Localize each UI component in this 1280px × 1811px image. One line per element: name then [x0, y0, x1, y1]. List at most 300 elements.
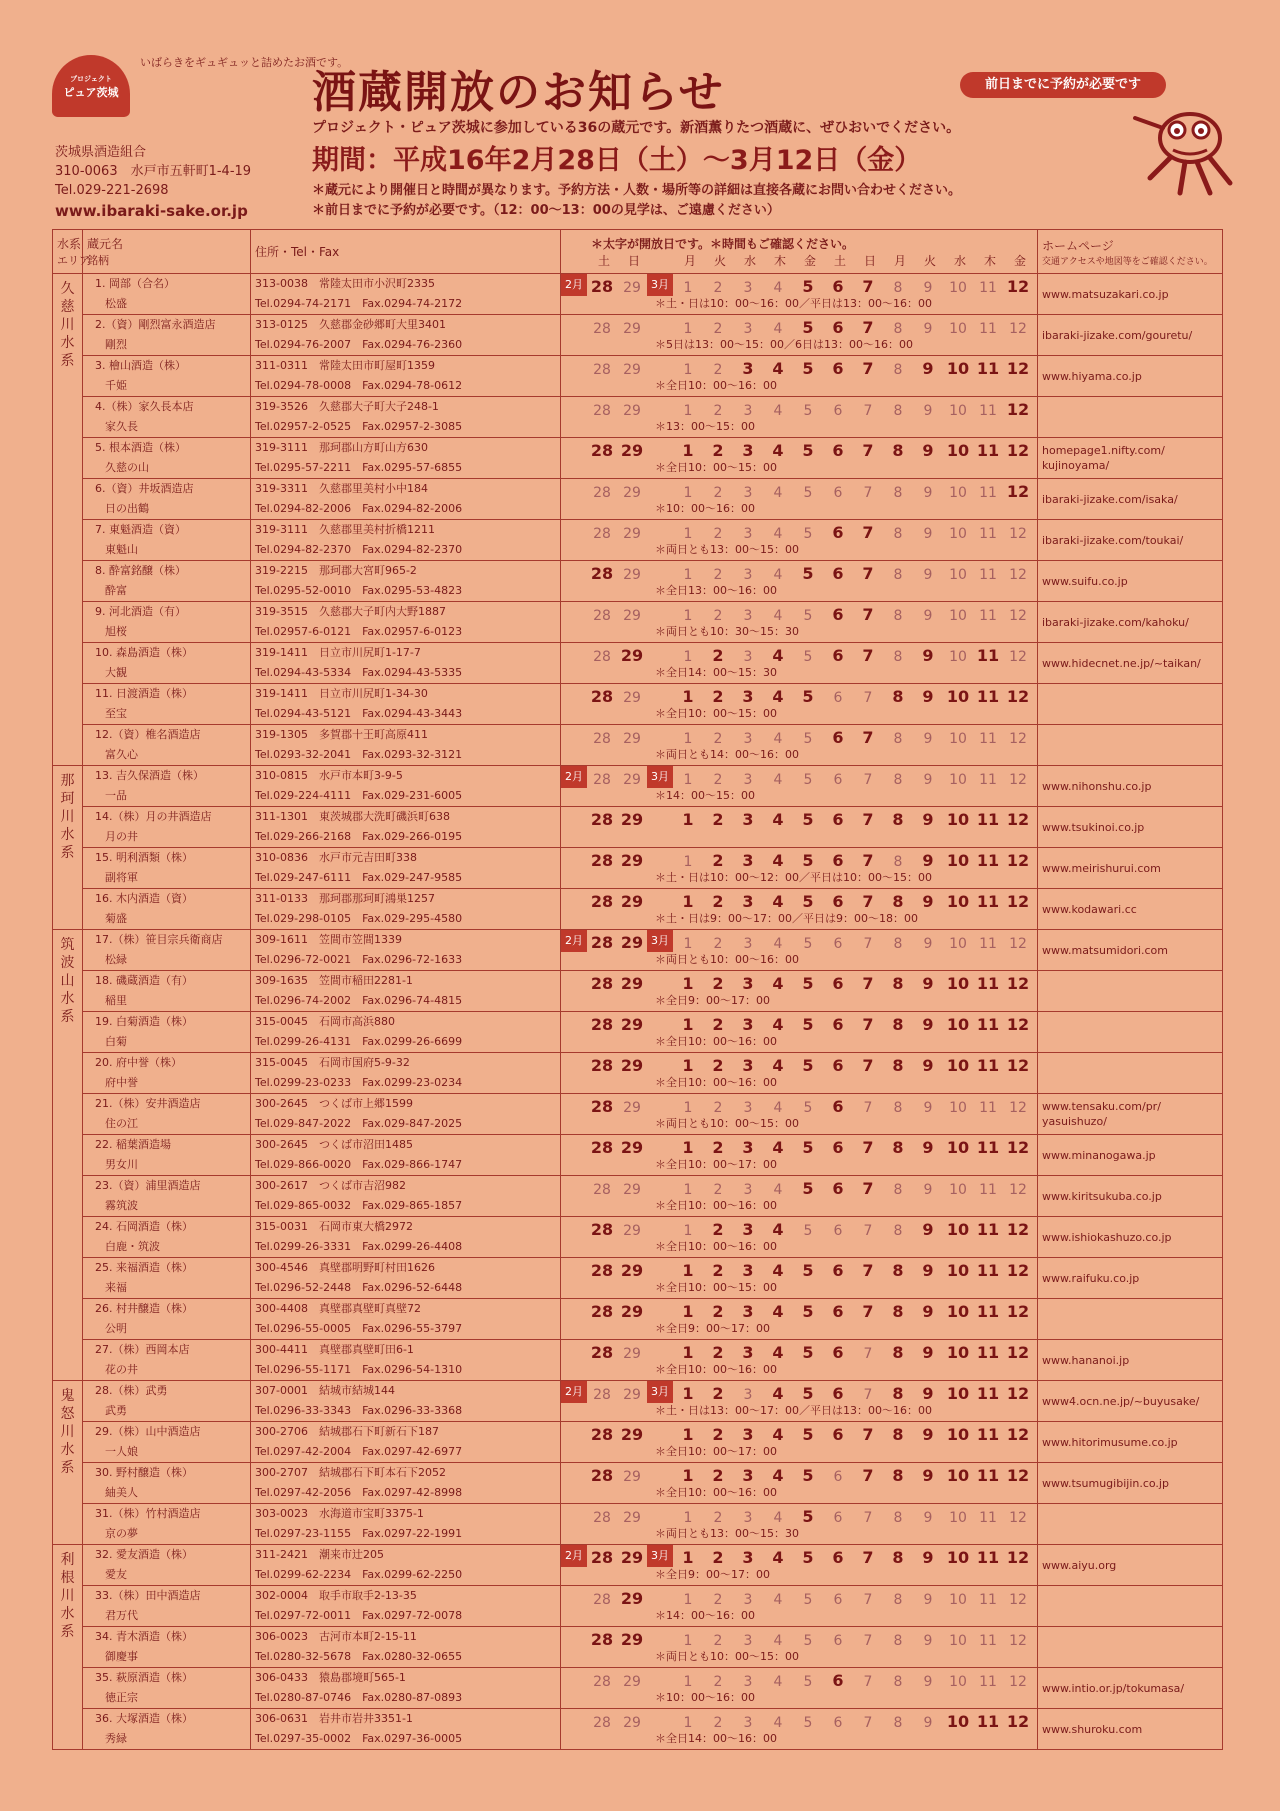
tel-fax: Tel.0297-42-2004 Fax.0297-42-6977 [255, 1445, 463, 1458]
schedule-cell [561, 930, 1038, 971]
closed-day: 28 [593, 526, 611, 542]
open-day: 5 [802, 1425, 814, 1444]
closed-day: 4 [773, 1182, 783, 1198]
closed-day: 7 [863, 1100, 873, 1116]
homepage-link[interactable]: ibaraki-jizake.com/isaka/ [1042, 492, 1178, 506]
address-cell [251, 356, 561, 397]
open-day: 1 [682, 1138, 694, 1157]
open-day: 10 [946, 1261, 970, 1280]
closed-day: 8 [893, 526, 903, 542]
closed-day: 11 [979, 567, 997, 583]
open-day: 8 [892, 1343, 904, 1362]
weekday-label: 火 [713, 253, 726, 268]
tel-fax: Tel.0297-72-0011 Fax.0297-72-0078 [255, 1609, 463, 1622]
tel-fax: Tel.0299-26-4131 Fax.0299-26-6699 [255, 1035, 463, 1048]
address-cell [251, 315, 561, 356]
open-day: 6 [832, 277, 844, 296]
open-day: 7 [862, 564, 874, 583]
open-day: 6 [832, 851, 844, 870]
table-row [53, 1217, 1223, 1258]
open-day: 11 [976, 1138, 1000, 1157]
open-day: 9 [922, 359, 934, 378]
open-day: 6 [832, 523, 844, 542]
open-hours: ＊全日10：00～16：00 [655, 1363, 777, 1376]
open-day: 2 [712, 1425, 724, 1444]
brewer-name: 21.（株）安井酒造店 [95, 1097, 201, 1110]
month-label-feb: 2月 [561, 274, 587, 296]
brewer-cell [83, 1094, 251, 1135]
closed-day: 1 [683, 567, 693, 583]
homepage-cell [1038, 643, 1223, 684]
open-day: 5 [802, 1466, 814, 1485]
region-name: 筑波山水系 [60, 937, 75, 1025]
open-day: 9 [922, 1425, 934, 1444]
brand-name: 家久長 [105, 420, 138, 433]
month-label-mar: 3月 [647, 766, 673, 788]
open-day: 12 [1006, 1425, 1030, 1444]
homepage-link[interactable]: www.tensaku.com/pr/ [1042, 1100, 1161, 1113]
closed-day: 4 [773, 1100, 783, 1116]
closed-day: 9 [923, 1592, 933, 1608]
open-day: 10 [946, 1384, 970, 1403]
homepage-link[interactable]: www.tsukinoi.co.jp [1042, 820, 1145, 834]
closed-day: 11 [979, 485, 997, 501]
closed-day: 10 [949, 936, 967, 952]
address-cell [251, 971, 561, 1012]
open-hours: ＊5日は13：00～15：00／6日は13：00～16：00 [655, 338, 913, 351]
schedule-cell [561, 848, 1038, 889]
closed-day: 12 [1009, 1182, 1027, 1198]
closed-day: 2 [713, 1715, 723, 1731]
open-day: 28 [590, 1630, 614, 1649]
closed-day: 1 [683, 1592, 693, 1608]
open-day: 2 [712, 1384, 724, 1403]
table-row [53, 561, 1223, 602]
open-day: 1 [682, 1466, 694, 1485]
address: 306-0631 岩井市岩井3351-1 [255, 1712, 413, 1725]
open-day: 29 [620, 1630, 644, 1649]
homepage-link[interactable]: www4.ocn.ne.jp/~buyusake/ [1042, 1394, 1200, 1408]
open-day: 10 [946, 441, 970, 460]
open-day: 7 [862, 277, 874, 296]
homepage-cell [1038, 1053, 1223, 1094]
address-cell [251, 1381, 561, 1422]
region-cell [53, 274, 83, 766]
closed-day: 7 [863, 772, 873, 788]
open-hours: ＊全日10：00～16：00 [655, 1035, 777, 1048]
open-day: 29 [620, 1548, 644, 1567]
homepage-cell [1038, 1463, 1223, 1504]
brewer-name: 34. 青木酒造（株） [95, 1630, 193, 1643]
schedule-cell [561, 1381, 1038, 1422]
open-day: 7 [862, 851, 874, 870]
address-cell [251, 1299, 561, 1340]
open-day: 10 [946, 1220, 970, 1239]
weekday-label: 土 [833, 253, 846, 268]
brand-name: 君万代 [105, 1609, 138, 1622]
open-day: 29 [620, 851, 644, 870]
brewer-cell [83, 1340, 251, 1381]
tel-fax: Tel.029-247-6111 Fax.029-247-9585 [255, 871, 463, 884]
homepage-cell [1038, 1176, 1223, 1217]
schedule-cell [561, 643, 1038, 684]
tel-fax: Tel.0294-74-2171 Fax.0294-74-2172 [255, 297, 463, 310]
region-cell [53, 1381, 83, 1545]
homepage-link[interactable]: ibaraki-jizake.com/toukai/ [1042, 533, 1184, 547]
open-day: 28 [590, 1138, 614, 1157]
homepage-link[interactable]: homepage1.nifty.com/ [1042, 444, 1165, 457]
closed-day: 8 [893, 1223, 903, 1239]
open-day: 12 [1006, 1220, 1030, 1239]
homepage-link[interactable]: www.ishiokashuzo.co.jp [1042, 1230, 1172, 1244]
homepage-link[interactable]: www.nihonshu.co.jp [1042, 779, 1152, 793]
homepage-link[interactable]: kujinoyama/ [1042, 459, 1110, 472]
closed-day: 3 [743, 608, 753, 624]
open-day: 28 [590, 277, 614, 296]
open-day: 7 [862, 974, 874, 993]
weekday-label: 金 [1013, 253, 1026, 268]
open-day: 10 [946, 1425, 970, 1444]
closed-day: 6 [833, 485, 843, 501]
closed-day: 7 [863, 690, 873, 706]
brewer-cell [83, 643, 251, 684]
open-day: 11 [976, 1261, 1000, 1280]
address: 311-2421 潮来市辻205 [255, 1548, 384, 1561]
weekday-label: 日 [863, 253, 876, 268]
tel-fax: Tel.02957-2-0525 Fax.02957-2-3085 [255, 420, 463, 433]
open-day: 2 [712, 851, 724, 870]
open-day: 8 [892, 1138, 904, 1157]
closed-day: 2 [713, 772, 723, 788]
homepage-link[interactable]: www.hitorimusume.co.jp [1042, 1435, 1178, 1449]
brand-name: 千姫 [105, 379, 127, 392]
brewer-cell [83, 1422, 251, 1463]
tel-fax: Tel.029-847-2022 Fax.029-847-2025 [255, 1117, 463, 1130]
weekday-label: 水 [743, 253, 756, 268]
closed-day: 5 [803, 403, 813, 419]
closed-day: 11 [979, 731, 997, 747]
homepage-link[interactable]: www.hananoi.jp [1042, 1353, 1130, 1367]
open-day: 10 [946, 1466, 970, 1485]
homepage-link[interactable]: www.tsumugibijin.co.jp [1042, 1476, 1169, 1490]
closed-day: 9 [923, 280, 933, 296]
open-day: 9 [922, 687, 934, 706]
open-day: 3 [742, 892, 754, 911]
frog-mascot-icon [1115, 98, 1245, 198]
open-day: 8 [892, 1384, 904, 1403]
open-day: 3 [742, 1015, 754, 1034]
homepage-link[interactable]: www.minanogawa.jp [1042, 1148, 1156, 1162]
closed-day: 8 [893, 321, 903, 337]
homepage-link[interactable]: www.matsumidori.com [1042, 943, 1169, 957]
schedule-cell [561, 479, 1038, 520]
homepage-link[interactable]: www.hiyama.co.jp [1042, 369, 1142, 383]
open-hours: ＊全日10：00～16：00 [655, 379, 777, 392]
open-day: 4 [772, 1056, 784, 1075]
open-day: 8 [892, 974, 904, 993]
closed-day: 12 [1009, 1100, 1027, 1116]
homepage-link[interactable]: ibaraki-jizake.com/kahoku/ [1042, 615, 1189, 629]
weekday-label: 金 [803, 253, 816, 268]
open-day: 6 [832, 1056, 844, 1075]
closed-day: 29 [623, 1223, 641, 1239]
homepage-link[interactable]: www.raifuku.co.jp [1042, 1271, 1140, 1285]
open-day: 6 [832, 1015, 844, 1034]
address: 319-2215 那珂郡大宮町965-2 [255, 564, 417, 577]
open-day: 5 [802, 1179, 814, 1198]
org-url[interactable]: www.ibaraki-sake.or.jp [55, 202, 248, 220]
brewer-cell [83, 1463, 251, 1504]
address: 319-1411 日立市川尻町1-34-30 [255, 687, 428, 700]
homepage-cell [1038, 1135, 1223, 1176]
address-cell [251, 1545, 561, 1586]
open-day: 29 [620, 1589, 644, 1608]
schedule-cell [561, 1012, 1038, 1053]
closed-day: 28 [593, 1674, 611, 1690]
closed-day: 10 [949, 649, 967, 665]
closed-day: 9 [923, 772, 933, 788]
brewer-cell [83, 807, 251, 848]
closed-day: 2 [713, 1633, 723, 1649]
open-hours: ＊全日10：00～15：00 [655, 1281, 777, 1294]
open-hours: ＊全日13：00～16：00 [655, 584, 777, 597]
tel-fax: Tel.0299-62-2234 Fax.0299-62-2250 [255, 1568, 463, 1581]
closed-day: 9 [923, 608, 933, 624]
homepage-cell [1038, 1668, 1223, 1709]
closed-day: 7 [863, 1715, 873, 1731]
brewer-cell [83, 1053, 251, 1094]
open-day: 4 [772, 1343, 784, 1362]
tel-fax: Tel.0293-32-2041 Fax.0293-32-3121 [255, 748, 463, 761]
address-cell [251, 1504, 561, 1545]
open-day: 12 [1006, 687, 1030, 706]
address-cell [251, 1586, 561, 1627]
open-day: 11 [976, 1302, 1000, 1321]
open-hours: ＊全日14：00～16：00 [655, 1732, 777, 1745]
closed-day: 2 [713, 936, 723, 952]
homepage-link[interactable]: www.shuroku.com [1042, 1722, 1143, 1736]
open-day: 6 [832, 564, 844, 583]
open-day: 6 [832, 1343, 844, 1362]
homepage-link[interactable]: yasuishuzo/ [1042, 1115, 1107, 1128]
open-day: 5 [802, 1302, 814, 1321]
closed-day: 3 [743, 1633, 753, 1649]
table-row [53, 1258, 1223, 1299]
open-hours: ＊全日10：00～16：00 [655, 1199, 777, 1212]
open-day: 2 [712, 1056, 724, 1075]
schedule-cell [561, 1545, 1038, 1586]
address: 319-3515 久慈郡大子町内大野1887 [255, 605, 446, 618]
open-day: 2 [712, 892, 724, 911]
open-day: 28 [590, 1343, 614, 1362]
brand-name: 大観 [105, 666, 127, 679]
address: 311-0311 常陸太田市町屋町1359 [255, 359, 435, 372]
brewer-cell [83, 930, 251, 971]
closed-day: 11 [979, 1100, 997, 1116]
homepage-link[interactable]: www.hidecnet.ne.jp/~taikan/ [1042, 656, 1201, 670]
closed-day: 5 [803, 1100, 813, 1116]
open-day: 5 [802, 1507, 814, 1526]
closed-day: 6 [833, 1715, 843, 1731]
open-day: 5 [802, 359, 814, 378]
homepage-link[interactable]: www.aiyu.org [1042, 1558, 1117, 1572]
weekday-label: 月 [683, 253, 696, 268]
table-row [53, 1627, 1223, 1668]
brand-name: 副将軍 [105, 871, 138, 884]
closed-day: 10 [949, 1633, 967, 1649]
open-day: 7 [862, 892, 874, 911]
address-cell [251, 1627, 561, 1668]
open-day: 7 [862, 359, 874, 378]
closed-day: 2 [713, 1100, 723, 1116]
closed-day: 11 [979, 526, 997, 542]
region-cell [53, 1545, 83, 1750]
open-hours: ＊全日9：00～17：00 [655, 994, 770, 1007]
open-day: 6 [832, 810, 844, 829]
closed-day: 11 [979, 772, 997, 788]
brewer-cell [83, 971, 251, 1012]
brewer-name: 18. 磯蔵酒造（有） [95, 974, 193, 987]
closed-day: 2 [713, 1674, 723, 1690]
open-day: 6 [832, 974, 844, 993]
open-day: 29 [620, 974, 644, 993]
open-day: 12 [1006, 1466, 1030, 1485]
open-day: 29 [620, 1261, 644, 1280]
homepage-cell [1038, 1709, 1223, 1750]
open-day: 8 [892, 1548, 904, 1567]
open-day: 3 [742, 359, 754, 378]
open-day: 8 [892, 1056, 904, 1075]
brewer-cell [83, 1299, 251, 1340]
closed-day: 5 [803, 731, 813, 747]
open-day: 4 [772, 1425, 784, 1444]
closed-day: 6 [833, 1592, 843, 1608]
open-day: 8 [892, 441, 904, 460]
closed-day: 3 [743, 731, 753, 747]
org-tel: Tel.029-221-2698 [55, 183, 169, 198]
open-hours: ＊両日とも14：00～16：00 [655, 748, 799, 761]
tel-fax: Tel.0294-76-2007 Fax.0294-76-2360 [255, 338, 463, 351]
brewer-cell [83, 1668, 251, 1709]
homepage-link[interactable]: www.matsuzakari.co.jp [1042, 287, 1169, 301]
homepage-cell [1038, 561, 1223, 602]
closed-day: 28 [593, 403, 611, 419]
homepage-link[interactable]: www.suifu.co.jp [1042, 574, 1128, 588]
homepage-cell [1038, 1094, 1223, 1135]
month-label-feb: 2月 [561, 1545, 587, 1567]
homepage-link[interactable]: www.kodawari.cc [1042, 902, 1137, 916]
closed-day: 10 [949, 608, 967, 624]
closed-day: 9 [923, 1674, 933, 1690]
table-row [53, 1012, 1223, 1053]
homepage-cell [1038, 1504, 1223, 1545]
open-day: 12 [1006, 482, 1030, 501]
open-day: 2 [712, 1302, 724, 1321]
address-cell [251, 848, 561, 889]
closed-day: 7 [863, 1387, 873, 1403]
closed-day: 7 [863, 485, 873, 501]
open-day: 28 [590, 1261, 614, 1280]
closed-day: 2 [713, 731, 723, 747]
address: 307-0001 結城市結城144 [255, 1384, 395, 1397]
open-day: 4 [772, 646, 784, 665]
open-day: 28 [590, 564, 614, 583]
homepage-link[interactable]: ibaraki-jizake.com/gouretu/ [1042, 328, 1193, 342]
open-day: 29 [620, 1056, 644, 1075]
brewer-name: 29.（株）山中酒造店 [95, 1425, 201, 1438]
open-day: 11 [976, 1015, 1000, 1034]
closed-day: 28 [593, 1715, 611, 1731]
closed-day: 10 [949, 567, 967, 583]
brand-name: 酔富 [105, 584, 127, 597]
closed-day: 2 [713, 362, 723, 378]
table-row [53, 643, 1223, 684]
brewer-cell [83, 1627, 251, 1668]
closed-day: 10 [949, 485, 967, 501]
closed-day: 3 [743, 1387, 753, 1403]
open-day: 4 [772, 1548, 784, 1567]
open-day: 9 [922, 892, 934, 911]
brewer-name: 36. 大塚酒造（株） [95, 1712, 193, 1725]
schedule-cell [561, 1258, 1038, 1299]
closed-day: 7 [863, 1674, 873, 1690]
open-day: 9 [922, 1138, 934, 1157]
open-day: 2 [712, 974, 724, 993]
open-day: 11 [976, 687, 1000, 706]
weekday-label: 木 [983, 253, 996, 268]
tel-fax: Tel.02957-6-0121 Fax.02957-6-0123 [255, 625, 463, 638]
tel-fax: Tel.029-266-2168 Fax.029-266-0195 [255, 830, 463, 843]
address-cell [251, 1422, 561, 1463]
closed-day: 10 [949, 731, 967, 747]
open-day: 7 [862, 1179, 874, 1198]
open-day: 1 [682, 974, 694, 993]
brewery-schedule-table [52, 229, 1223, 1750]
address: 300-2706 結城郡石下町新石下187 [255, 1425, 439, 1438]
brewer-cell [83, 725, 251, 766]
open-hours: ＊両日とも13：00～15：00 [655, 543, 799, 556]
month-label-feb: 2月 [561, 1381, 587, 1403]
closed-day: 28 [593, 1510, 611, 1526]
open-day: 5 [802, 1261, 814, 1280]
tel-fax: Tel.0295-57-2211 Fax.0295-57-6855 [255, 461, 463, 474]
brewer-name: 33.（株）田中酒造店 [95, 1589, 201, 1602]
closed-day: 3 [743, 1100, 753, 1116]
address: 300-4408 真壁郡真壁町真壁72 [255, 1302, 421, 1315]
closed-day: 29 [623, 1182, 641, 1198]
closed-day: 11 [979, 1510, 997, 1526]
table-row [53, 1135, 1223, 1176]
table-row [53, 1586, 1223, 1627]
org-address: 310-0063 水戸市五軒町1-4-19 [55, 164, 252, 179]
closed-day: 3 [743, 280, 753, 296]
schedule-cell [561, 725, 1038, 766]
address: 300-4411 真壁郡真壁町田6-1 [255, 1343, 414, 1356]
closed-day: 28 [593, 485, 611, 501]
closed-day: 7 [863, 1346, 873, 1362]
homepage-link[interactable]: www.meirishurui.com [1042, 861, 1161, 875]
closed-day: 29 [623, 321, 641, 337]
brand-name: 東魁山 [105, 543, 138, 556]
brewer-cell [83, 1545, 251, 1586]
homepage-link[interactable]: www.kiritsukuba.co.jp [1042, 1189, 1162, 1203]
open-day: 5 [802, 892, 814, 911]
homepage-link[interactable]: www.intio.or.jp/tokumasa/ [1042, 1681, 1185, 1695]
closed-day: 28 [593, 649, 611, 665]
address: 300-2645 つくば市上郷1599 [255, 1097, 413, 1110]
tel-fax: Tel.0294-43-5334 Fax.0294-43-5335 [255, 666, 463, 679]
homepage-cell [1038, 848, 1223, 889]
